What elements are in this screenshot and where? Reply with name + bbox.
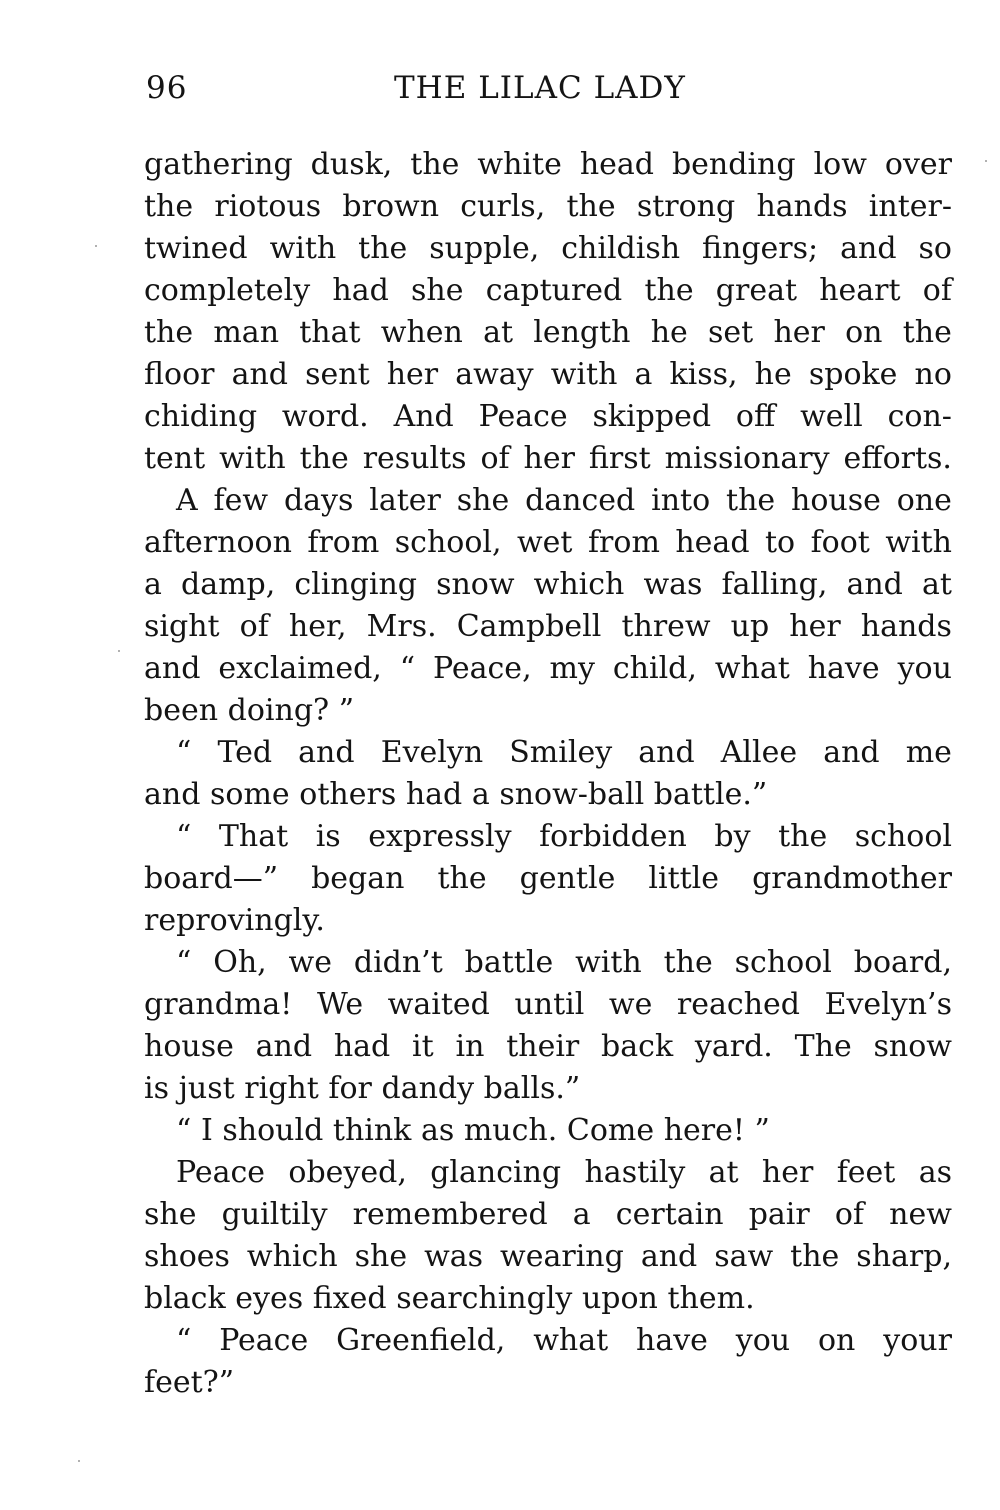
text-line: she guiltily remembered a certain pair of new	[144, 1197, 952, 1232]
text-line: the man that when at length he set her on the	[144, 315, 952, 350]
text-line: completely had she captured the great heart of	[144, 273, 952, 308]
paper-speck	[78, 1460, 80, 1462]
text-line: grandma! We waited until we reached Evelyn’s	[144, 987, 952, 1022]
text-line: sight of her, Mrs. Campbell threw up her hands	[144, 609, 952, 644]
text-line: Peace obeyed, glancing hastily at her feet as	[176, 1155, 952, 1190]
text-line: “ Ted and Evelyn Smiley and Allee and me	[176, 735, 952, 770]
text-line: and some others had a snow-ball battle.”	[144, 777, 768, 812]
text-line: “ I should think as much. Come here! ”	[176, 1113, 770, 1148]
paper-speck	[118, 650, 120, 652]
text-line: “ Peace Greenfield, what have you on your	[176, 1323, 952, 1358]
text-line: house and had it in their back yard. The snow	[144, 1029, 952, 1064]
body-text	[144, 144, 952, 1404]
page-number: 96	[146, 70, 188, 106]
paper-speck	[95, 245, 97, 247]
text-line: A few days later she danced into the house one	[176, 483, 952, 518]
text-line: “ Oh, we didn’t battle with the school board,	[176, 945, 952, 980]
running-title: THE LILAC LADY	[394, 70, 686, 106]
paper-speck	[985, 160, 987, 162]
text-line: black eyes fixed searchingly upon them.	[144, 1281, 755, 1316]
text-line: the riotous brown curls, the strong hands inter-	[144, 189, 952, 224]
text-line: chiding word. And Peace skipped off well con-	[144, 399, 952, 434]
running-header	[146, 70, 706, 110]
text-line: board—” began the gentle little grandmother	[144, 861, 952, 896]
text-line: feet?”	[144, 1365, 235, 1400]
text-line: afternoon from school, wet from head to foot with	[144, 525, 952, 560]
text-line: been doing? ”	[144, 693, 355, 728]
text-line: reprovingly.	[144, 903, 325, 938]
text-line: shoes which she was wearing and saw the sharp,	[144, 1239, 952, 1274]
text-line: “ That is expressly forbidden by the school	[176, 819, 952, 854]
text-line: a damp, clinging snow which was falling, and at	[144, 567, 952, 602]
text-line: floor and sent her away with a kiss, he spoke no	[144, 357, 952, 392]
text-line: and exclaimed, “ Peace, my child, what have you	[144, 651, 952, 686]
text-line: is just right for dandy balls.”	[144, 1071, 581, 1106]
text-line: tent with the results of her first missionary efforts.	[144, 441, 952, 476]
text-line: twined with the supple, childish fingers; and so	[144, 231, 952, 266]
text-line: gathering dusk, the white head bending low over	[144, 147, 952, 182]
